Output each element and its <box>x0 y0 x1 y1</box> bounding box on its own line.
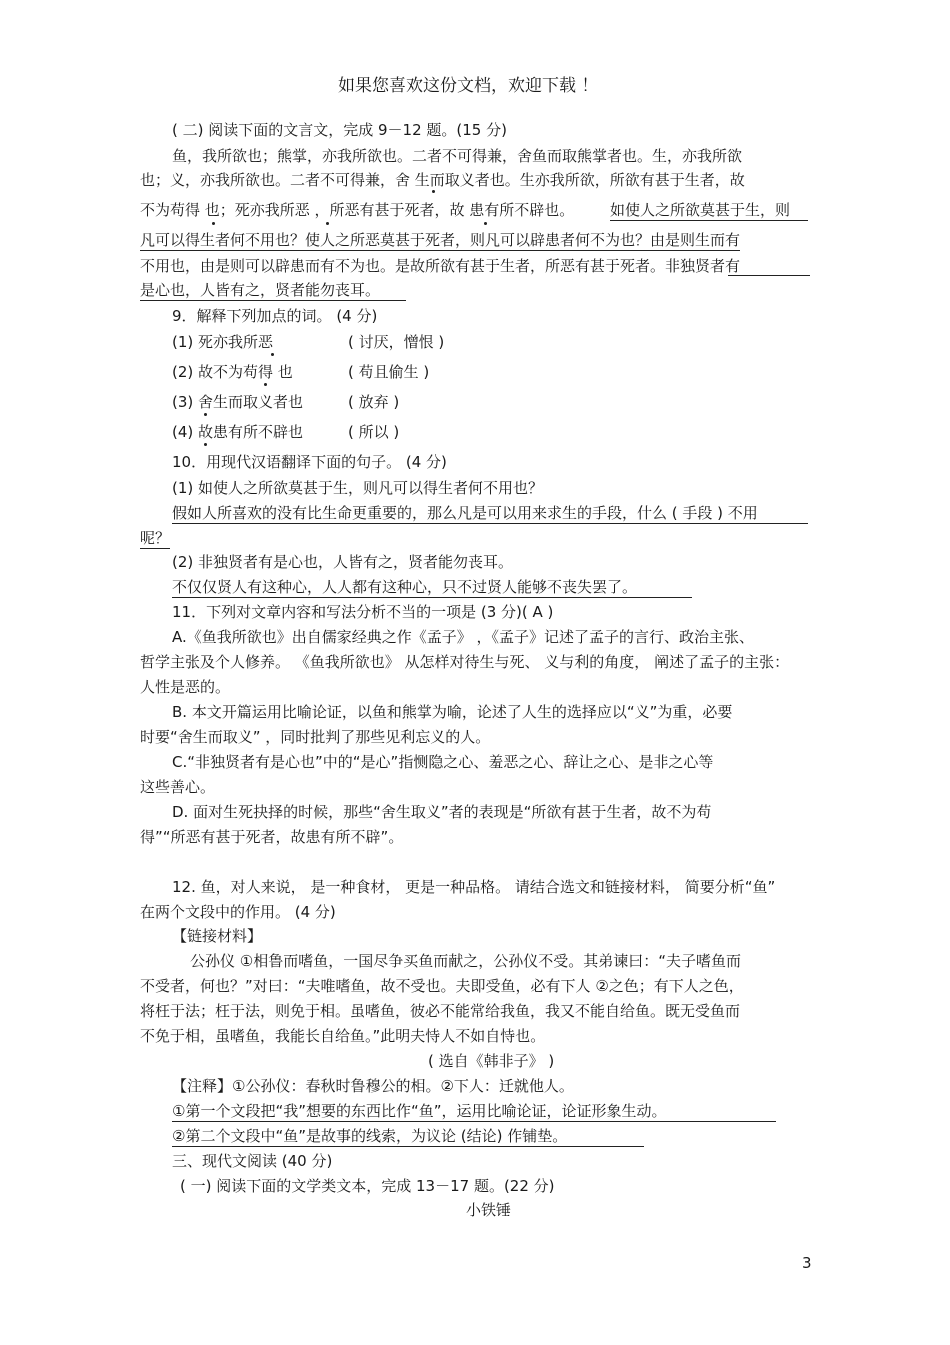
underline <box>728 275 810 276</box>
q10-sentence-2: (2) 非独贤者有是心也，人皆有之，贤者能勿丧耳。 <box>172 553 514 571</box>
q10-sentence-1: (1) 如使人之所欲莫甚于生，则凡可以得生者何不用也？ <box>172 479 544 497</box>
q9-item-answer: ( 所以 ) <box>348 423 400 441</box>
emphasis-dot <box>326 222 329 225</box>
q9-item-answer: ( 讨厌，憎恨 ) <box>348 333 445 351</box>
q9-item-answer: ( 苟且偷生 ) <box>348 363 430 381</box>
q9-item-text: 故患有所不辟也 <box>198 423 304 441</box>
section-intro: ( 二) 阅读下面的文言文，完成 9－12 题。(15 分) <box>172 121 507 139</box>
emphasis-dot <box>484 222 487 225</box>
emphasis-dot <box>264 383 267 386</box>
q9-item-text: 死亦我所恶 <box>198 333 274 351</box>
page-number: 3 <box>802 1254 812 1272</box>
q12-answer-2: ②第二个文段中“鱼”是故事的线索，为议论 (结论) 作铺垫。 <box>172 1126 644 1147</box>
material-source: ( 选自《韩非子》 ) <box>428 1052 555 1070</box>
question-9-title: 9．解释下列加点的词。 (4 分) <box>172 307 378 325</box>
passage-underlined: 是心也，人皆有之，贤者能勿丧耳。 <box>140 280 406 301</box>
emphasis-dot <box>271 353 274 356</box>
option-d: D. 面对生死抉择的时候，那些“舍生取义”者的表现是“所欲有甚于生者，故不为苟 <box>172 803 712 821</box>
option-c: C.“非独贤者有是心也”中的“是心”指恻隐之心、羞恶之心、辞让之心、是非之心等 <box>172 753 714 771</box>
section-3-sub: ( 一) 阅读下面的文学类文本，完成 13－17 题。(22 分) <box>180 1177 555 1195</box>
option-a: A.《鱼我所欲也》出自儒家经典之作《孟子》 ，《孟子》记述了孟子的言行、政治主张、 <box>172 628 755 646</box>
passage-underlined: 凡可以得生者何不用也？使人之所恶莫甚于死者，则凡可以辟患者何不为也？由是则生而有 <box>140 231 741 249</box>
material-line: 公孙仪 ①相鲁而嗜鱼，一国尽争买鱼而献之，公孙仪不受。其弟谏曰：“夫子嗜鱼而 <box>190 952 741 970</box>
link-material-label: 【链接材料】 <box>172 927 263 945</box>
q9-item-number: (4) <box>172 423 194 441</box>
section-3-title: 三、现代文阅读 (40 分) <box>172 1152 333 1170</box>
emphasis-dot <box>204 413 207 416</box>
emphasis-dot <box>204 443 207 446</box>
q9-item-text: 舍生而取义者也 <box>198 393 304 411</box>
q9-item-number: (2) <box>172 363 194 381</box>
q9-item-number: (1) <box>172 333 194 351</box>
page-header: 如果您喜欢这份文档，欢迎下载 ！ <box>338 76 599 96</box>
passage-underlined: 如使人之所欲莫甚于生，则 <box>610 200 808 221</box>
passage-line: 鱼，我所欲也；熊掌，亦我所欲也。二者不可得兼，舍鱼而取熊掌者也。生，亦我所欲 <box>172 147 743 165</box>
option-d-cont: 得”“所恶有甚于死者，故患有所不辟”。 <box>140 828 404 846</box>
q12-answer-1: ①第一个文段把“我”想要的东西比作“鱼”，运用比喻论证，论证形象生动。 <box>172 1101 776 1122</box>
option-a-cont: 人性是恶的。 <box>140 678 231 696</box>
emphasis-dot <box>432 190 435 193</box>
option-b-cont: 时要“舍生而取义” ，同时批判了那些见利忘义的人。 <box>140 728 491 746</box>
question-10-title: 10．用现代汉语翻译下面的句子。 (4 分) <box>172 453 447 471</box>
emphasis-dot <box>212 222 215 225</box>
story-title: 小铁锤 <box>466 1201 512 1219</box>
passage-line: 也；义，亦我所欲也。二者不可得兼，舍 生而取义者也。生亦我所欲，所欲有甚于生者，故 <box>140 171 745 189</box>
question-12-title: 12. 鱼，对人来说， 是一种食材， 更是一种品格。 请结合选文和链接材料， 简要分析“鱼” <box>172 878 776 896</box>
q9-item-text: 故不为苟得 也 <box>198 363 293 381</box>
material-line: 不免于相，虽嗜鱼，我能长自给鱼。”此明夫恃人不如自恃也。 <box>140 1027 546 1045</box>
option-c-cont: 这些善心。 <box>140 778 216 796</box>
passage-line: 不用也，由是则可以辟患而有不为也。是故所欲有甚于生者，所恶有甚于死者。非独贤者有 <box>140 257 741 275</box>
passage-line: 不为苟得 也；死亦我所恶 ，所恶有甚于死者，故 患有所不辟也。 <box>140 201 575 219</box>
question-11-title: 11．下列对文章内容和写法分析不当的一项是 (3 分)( A ) <box>172 603 554 621</box>
q10-answer-1: 假如人所喜欢的没有比生命更重要的，那么凡是可以用来求生的手段，什么 ( 手段 ) 不用 <box>172 503 808 524</box>
material-line: 不受者，何也？”对曰：“夫唯嗜鱼，故不受也。夫即受鱼，必有下人 ②之色；有下人之色， <box>140 977 744 995</box>
option-b: B. 本文开篇运用比喻论证，以鱼和熊掌为喻，论述了人生的选择应以“义”为重，必要 <box>172 703 733 721</box>
option-a-cont: 哲学主张及个人修养。 《鱼我所欲也》 从怎样对待生与死、 义与利的角度， 阐述了孟子的主张： <box>140 653 790 671</box>
q9-item-number: (3) <box>172 393 194 411</box>
q9-item-answer: ( 放弃 ) <box>348 393 400 411</box>
material-line: 将枉于法；枉于法，则免于相。虽嗜鱼，彼必不能常给我鱼，我又不能自给鱼。既无受鱼而 <box>140 1002 741 1020</box>
q10-answer-2: 不仅仅贤人有这种心，人人都有这种心，只不过贤人能够不丧失罢了。 <box>172 577 692 598</box>
question-12-title-cont: 在两个文段中的作用。 (4 分) <box>140 903 336 921</box>
q10-answer-1-cont: 呢？ <box>140 529 171 547</box>
annotation-note: 【注释】①公孙仪：春秋时鲁穆公的相。②下人：迁就他人。 <box>172 1077 574 1095</box>
